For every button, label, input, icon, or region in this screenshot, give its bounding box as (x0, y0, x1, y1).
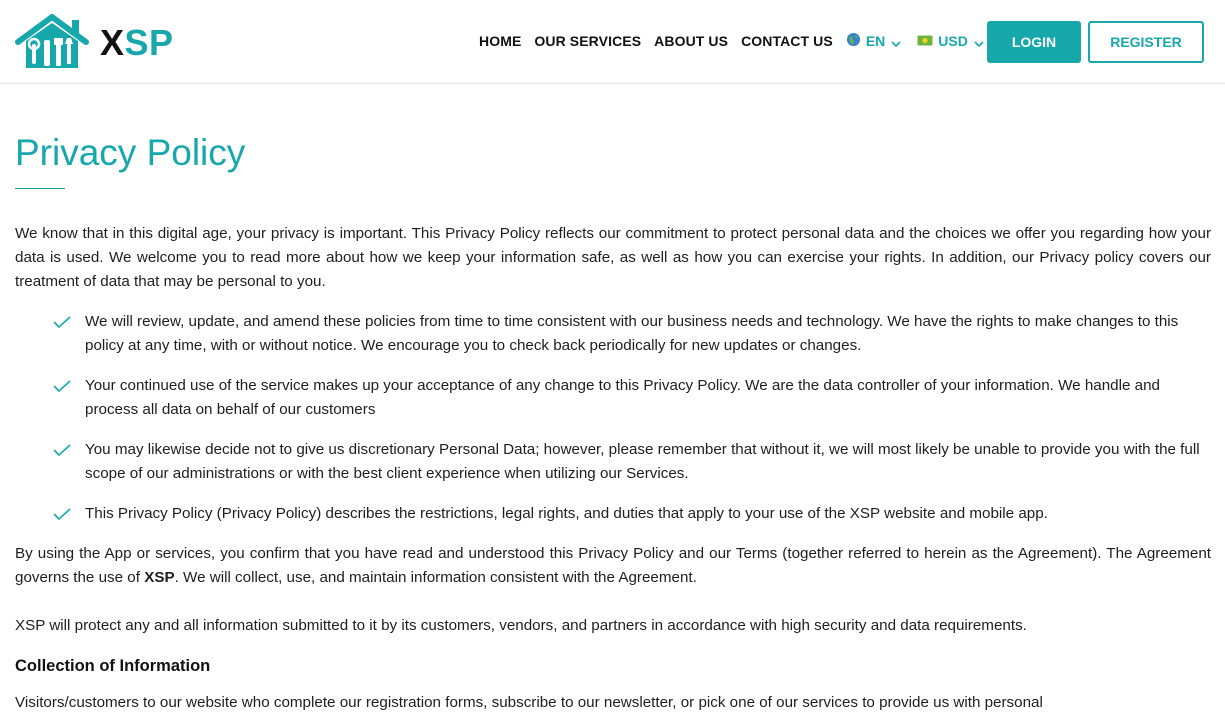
register-button[interactable]: REGISTER (1088, 21, 1204, 63)
chevron-down-icon (891, 36, 901, 46)
nav-our-services[interactable]: OUR SERVICES (534, 33, 642, 49)
logo[interactable] (14, 13, 179, 73)
agreement-paragraph (15, 542, 1211, 590)
nav-about-us[interactable]: ABOUT US (654, 33, 729, 49)
list-item-text: We will review, update, and amend these policies from time to time consistent with our business needs and technology. We have the rights to make changes to this policy at any time, with or without notice. We encourage you to check back periodically for new updates or changes. (85, 313, 1179, 354)
currency-label: USD (938, 33, 968, 49)
list-item-text: You may likewise decide not to give us discretionary Personal Data; however, please remember that without it, we will most likely be unable to provide you with the full scope of our administrations or with the best client experience when utilizing our Services. (85, 441, 1200, 482)
title-underline (15, 188, 65, 189)
brand-name (100, 22, 174, 63)
main-content (15, 84, 1211, 715)
agreement-text: By using the App or services, you confirm that you have read and understood this Privacy Policy and our Terms (together referred to herein as the Agreement). The Agreement governs the use of (15, 545, 1211, 586)
brand-x: X (100, 22, 125, 63)
chevron-down-icon (974, 36, 984, 46)
globe-icon (846, 32, 861, 50)
list-item (53, 374, 1211, 422)
list-item (53, 438, 1211, 486)
checkmark-icon (53, 374, 71, 398)
agreement-brand: XSP (144, 569, 175, 586)
list-item (53, 502, 1211, 526)
house-tools-logo-icon (14, 14, 94, 72)
login-button[interactable]: LOGIN (987, 21, 1081, 63)
list-item-text: Your continued use of the service makes up your acceptance of any change to this Privacy Policy. We are the data controller of your information. We handle and process all data on behalf of our customers (85, 377, 1160, 418)
nav-home[interactable]: HOME (479, 33, 522, 49)
nav-contact-us[interactable]: CONTACT US (741, 33, 833, 49)
protection-paragraph: XSP will protect any and all information submitted to it by its customers, vendors, and partners in accordance with high security and data requirements. (15, 617, 1027, 634)
language-selector[interactable] (846, 32, 901, 50)
site-header (0, 0, 1225, 84)
money-icon (917, 34, 933, 49)
language-label: EN (865, 33, 886, 49)
brand-sp: SP (124, 22, 174, 63)
main-nav (479, 31, 984, 51)
policy-checklist (15, 310, 1211, 526)
checkmark-icon (53, 310, 71, 334)
checkmark-icon (53, 438, 71, 462)
list-item-text: This Privacy Policy (Privacy Policy) describes the restrictions, legal rights, and duties that apply to your use of the XSP website and mobile app. (85, 505, 1048, 522)
collection-heading: Collection of Information (15, 657, 211, 675)
currency-selector[interactable] (917, 33, 984, 49)
agreement-text-end: . We will collect, use, and maintain information consistent with the Agreement. (174, 569, 697, 586)
list-item (53, 310, 1211, 358)
page-title: Privacy Policy (15, 132, 246, 173)
collection-paragraph: Visitors/customers to our website who complete our registration forms, subscribe to our newsletter, or pick one of our services to provide us with personal (15, 694, 1043, 711)
intro-paragraph: We know that in this digital age, your privacy is important. This Privacy Policy reflects our commitment to protect personal data and the choices we offer you regarding how your data is used. We welcome you to read more about how we keep your information safe, as well as how you can exercise your rights. In addition, our Privacy policy covers our treatment of data that may be personal to you. (15, 225, 1211, 290)
checkmark-icon (53, 502, 71, 526)
